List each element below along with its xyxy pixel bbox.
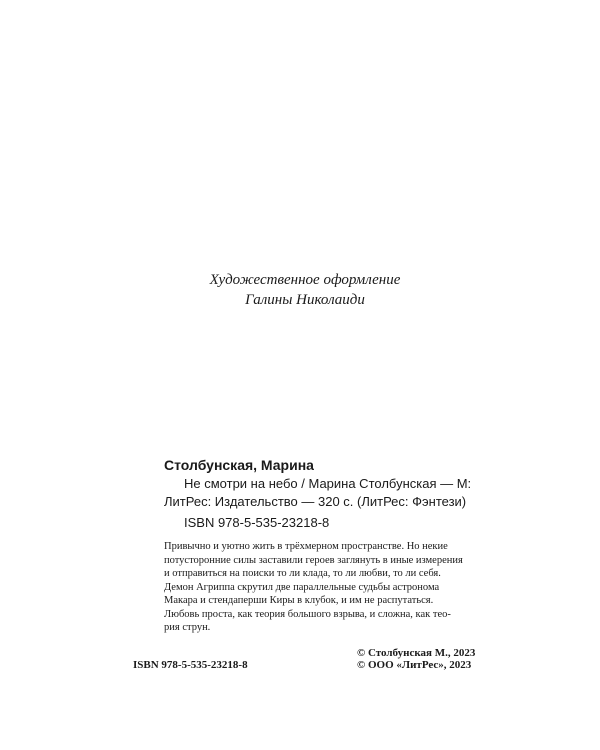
catalog-isbn: ISBN 978-5-535-23218-8 (184, 515, 330, 530)
bib-line: Не смотри на небо / Марина Столбунская — М: (184, 476, 472, 491)
design-credit-artist: Галины Николаиди (245, 292, 365, 308)
copyright-notices (357, 647, 475, 671)
annotation-line: Привычно и уютно жить в трёхмерном пространстве. Но некие (164, 541, 448, 552)
bib-line: ЛитРес: Издательство — 320 с. (ЛитРес: Фэнтези) (164, 494, 467, 509)
annotation-line: Макара и стендаперши Киры в клубок, и им не распутаться. (164, 595, 434, 606)
annotation-line: Любовь проста, как теория большого взрыва, и сложна, как тео- (164, 608, 451, 620)
copyright-publisher: © ООО «ЛитРес», 2023 (357, 659, 472, 671)
annotation-line: и отправиться на поиски то ли клада, то ли любви, то ли себя. (164, 568, 441, 579)
catalog-record (164, 456, 486, 635)
catalog-author: Столбунская, Марина (164, 457, 314, 473)
copyright-author: © Столбунская М., 2023 (357, 647, 476, 659)
annotation-line: потусторонние силы заставили героев заглянуть в иные измерения (164, 554, 463, 566)
catalog-bibliographic-description (164, 475, 486, 511)
annotation (164, 540, 486, 635)
design-credit (130, 270, 480, 310)
annotation-line: рия струн. (164, 622, 211, 633)
isbn-bottom: ISBN 978-5-535-23218-8 (133, 659, 248, 671)
design-credit-line: Художественное оформление (209, 272, 401, 288)
annotation-line: Демон Агриппа скрутил две параллельные судьбы астронома (164, 581, 440, 593)
